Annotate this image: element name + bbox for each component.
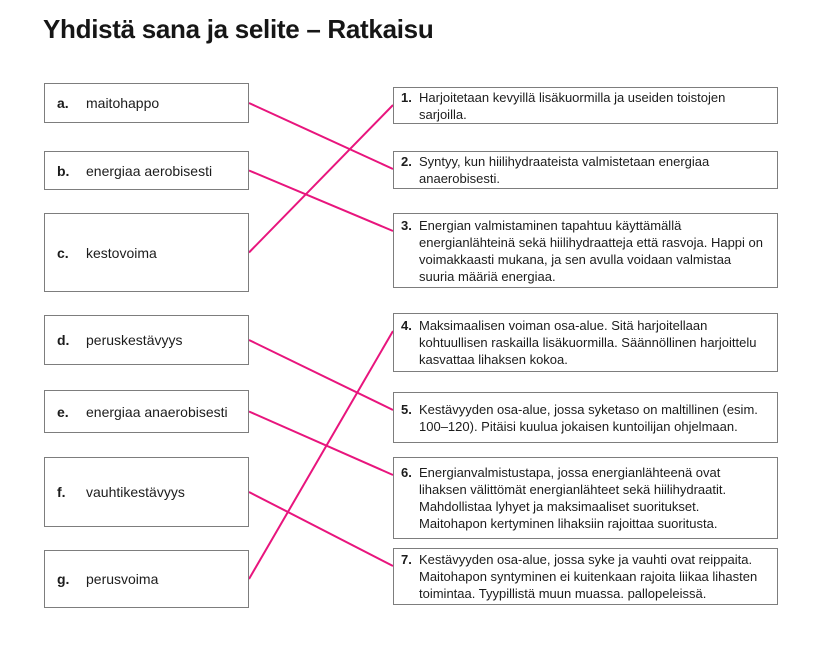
term-letter-f: f. xyxy=(57,484,66,500)
term-box-d xyxy=(44,315,249,365)
definition-text-4: Maksimaalisen voiman osa-alue. Sitä harjoitellaan kohtuullisen raskailla lisäkuormilla. Säännöllinen harjoittelu kasvattaa lihaksen kokoa. xyxy=(419,318,757,367)
term-letter-d: d. xyxy=(57,332,70,348)
definition-number-3: 3. xyxy=(401,217,412,233)
term-box-f xyxy=(44,457,249,527)
definition-text-5: Kestävyyden osa-alue, jossa syketaso on maltillinen (esim. 100–120). Pitäisi kuulua jokaisen kuntoilijan ohjelmaan. xyxy=(419,401,758,434)
definition-box-1 xyxy=(393,87,778,124)
term-box-b xyxy=(44,151,249,190)
connector-line-e-6 xyxy=(249,412,393,476)
term-letter-e: e. xyxy=(57,403,69,420)
term-label-a: maitohappo xyxy=(86,95,160,111)
term-box-a xyxy=(44,83,249,123)
definition-number-1: 1. xyxy=(401,89,412,105)
definition-box-2 xyxy=(393,151,778,189)
definition-text-7: Kestävyyden osa-alue, jossa syke ja vauhti ovat reippaita. Maitohapon syntyminen ei kuitenkaan rajoita liikaa lihasten toimintaa. Tyypillistä muun muassa. pallopeleissä. xyxy=(419,552,758,601)
definition-text-1: Harjoitetaan kevyillä lisäkuormilla ja useiden toistojen sarjoilla. xyxy=(419,89,726,122)
term-label-e: energiaa anaerobisesti xyxy=(86,403,228,420)
term-letter-b: b. xyxy=(57,162,70,179)
definition-number-6: 6. xyxy=(401,465,412,480)
definition-number-4: 4. xyxy=(401,318,412,333)
connector-line-f-7 xyxy=(249,492,393,566)
term-label-c: kestovoima xyxy=(86,244,157,261)
term-label-d: peruskestävyys xyxy=(86,332,183,348)
connector-line-c-1 xyxy=(249,105,393,253)
definition-number-7: 7. xyxy=(401,552,412,567)
definition-box-6 xyxy=(393,457,778,539)
definition-box-3 xyxy=(393,213,778,288)
definition-box-7 xyxy=(393,548,778,605)
definition-text-2: Syntyy, kun hiilihydraateista valmistetaan energiaa anaerobisesti. xyxy=(419,154,710,186)
term-letter-a: a. xyxy=(57,95,69,111)
definition-box-5 xyxy=(393,392,778,443)
connector-line-g-4 xyxy=(249,331,393,579)
connector-line-d-5 xyxy=(249,340,393,410)
term-box-c xyxy=(44,213,249,292)
term-label-b: energiaa aerobisesti xyxy=(86,162,213,179)
definition-number-5: 5. xyxy=(401,401,412,417)
page-title: Yhdistä sana ja selite – Ratkaisu xyxy=(43,14,434,44)
term-letter-g: g. xyxy=(57,571,70,587)
connector-line-a-2 xyxy=(249,103,393,169)
connector-line-b-3 xyxy=(249,171,393,232)
definition-number-2: 2. xyxy=(401,154,412,169)
term-label-g: perusvoima xyxy=(86,571,159,587)
term-letter-c: c. xyxy=(57,244,69,261)
definition-text-6: Energianvalmistustapa, jossa energianlähteenä ovat lihaksen välittömät energianlähteet sekä hiilihydraatit. Mahdollistaa lyhyet ja maksimaaliset suoritukset. Maitohapon kertyminen lihaksiin rajoittaa suoritusta. xyxy=(419,465,727,531)
term-label-f: vauhtikestävyys xyxy=(86,484,185,500)
definition-box-4 xyxy=(393,313,778,372)
term-box-g xyxy=(44,550,249,608)
term-box-e xyxy=(44,390,249,433)
definition-text-3: Energian valmistaminen tapahtuu käyttämällä energianlähteinä sekä hiilihydraatteja että rasvoja. Happi on voimakkaasti mukana, ja sen avulla voidaan valmistaa suuria määriä energiaa. xyxy=(419,217,763,284)
